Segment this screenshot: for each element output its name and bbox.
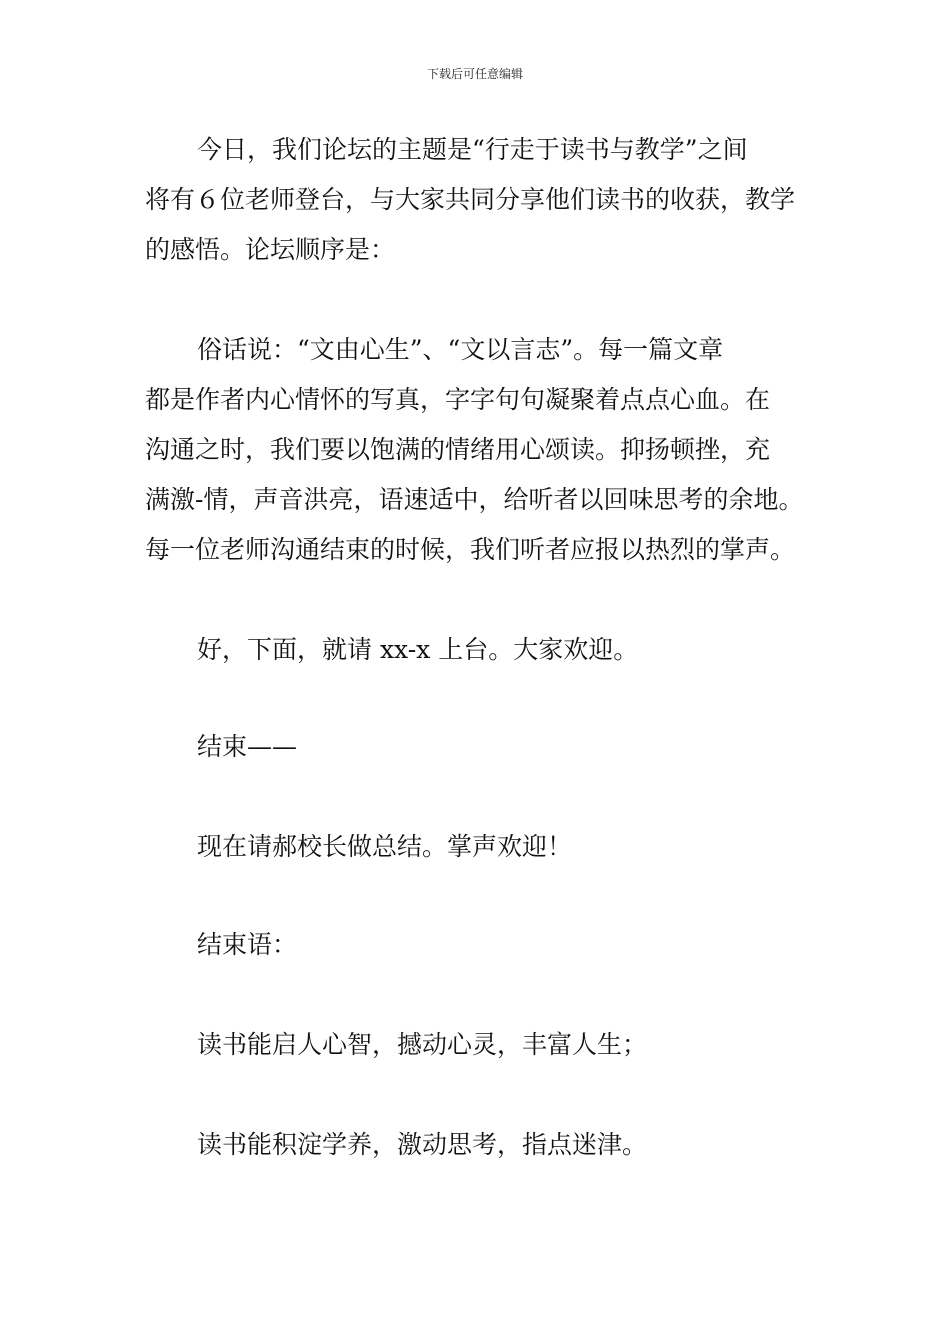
paragraph-closing-line-2: 读书能积淀学养，激动思考，指点迷津。: [197, 1130, 648, 1159]
paragraph-invite-speaker: 好，下面，就请 xx-x 上台。大家欢迎。: [197, 635, 639, 664]
paragraph-principal-summary: 现在请郝校长做总结。掌声欢迎！: [197, 832, 573, 861]
paragraph-line: 都是作者内心情怀的写真，字字句句凝聚着点点心血。在: [145, 385, 771, 414]
paragraph-line: 将有６位老师登台，与大家共同分享他们读书的收获，教学: [145, 185, 796, 214]
header-note: 下载后可任意编辑: [426, 67, 523, 81]
paragraph-closing-line-1: 读书能启人心智，撼动心灵，丰富人生；: [197, 1030, 648, 1059]
paragraph-line: 的感悟。论坛顺序是：: [145, 235, 396, 264]
paragraph-line: 每一位老师沟通结束的时候，我们听者应报以热烈的掌声。: [145, 535, 796, 564]
paragraph-line: 俗话说：“文由心生”、“文以言志”。每一篇文章: [197, 335, 724, 364]
paragraph-line: 今日，我们论坛的主题是“行走于读书与教学”之间: [197, 135, 748, 164]
paragraph-line: 沟通之时，我们要以饱满的情绪用心颂读。抑扬顿挫，充: [145, 435, 771, 464]
paragraph-closing-heading: 结束语：: [197, 930, 298, 959]
paragraph-end-marker: 结束——: [197, 732, 298, 761]
paragraph-line: 满激-情，声音洪亮，语速适中，给听者以回味思考的余地。: [145, 485, 804, 514]
